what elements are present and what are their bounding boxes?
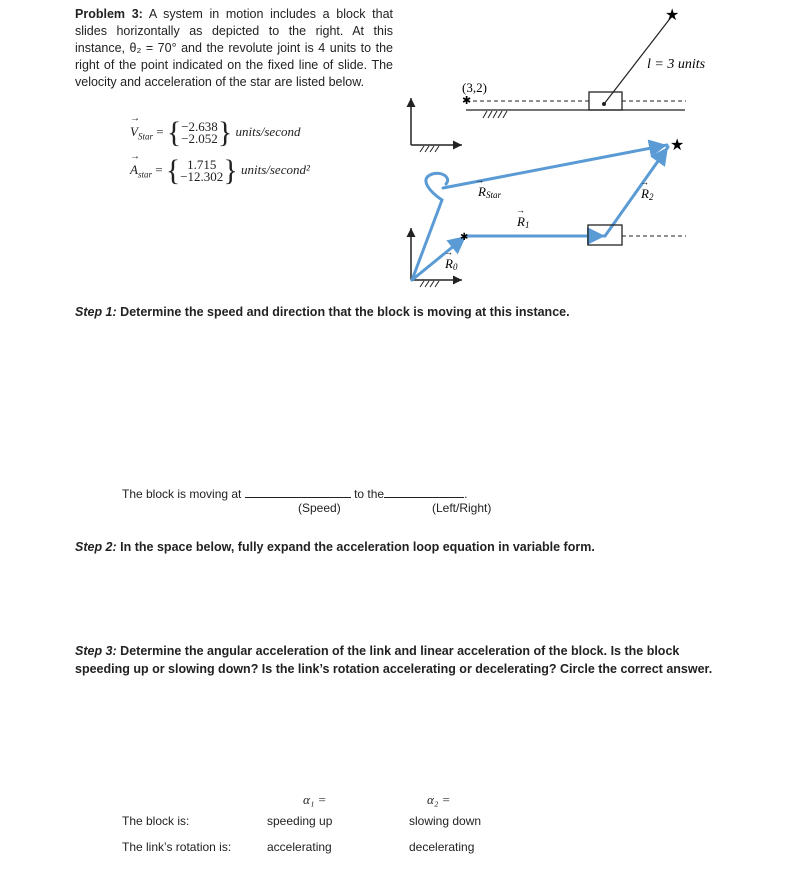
step1-label: Step 1: bbox=[75, 305, 117, 319]
acceleration-left-brace: { bbox=[165, 154, 181, 187]
lower-axes bbox=[411, 228, 462, 287]
alpha2-label: α₂ = bbox=[427, 792, 451, 807]
r2-arrow-icon: → bbox=[640, 177, 649, 187]
period-text: . bbox=[464, 487, 468, 501]
rotation-is-label: The link’s rotation is: bbox=[122, 840, 232, 854]
upper-slide-line bbox=[466, 101, 686, 118]
velocity-y: −2.052 bbox=[181, 131, 218, 146]
direction-caption: (Left/Right) bbox=[432, 501, 492, 515]
acceleration-x: 1.715 bbox=[187, 157, 217, 172]
acceleration-symbol: → A bbox=[130, 162, 138, 178]
step2-heading bbox=[75, 540, 595, 554]
acceleration-subscript: star bbox=[137, 169, 152, 180]
velocity-subscript: Star bbox=[137, 131, 153, 142]
moving-at-text: The block is moving at bbox=[122, 487, 242, 501]
velocity-right-brace: } bbox=[217, 116, 233, 149]
upper-axes bbox=[411, 98, 462, 152]
step3-label: Step 3: bbox=[75, 644, 117, 658]
step2-text: In the space below, fully expand the acceleration loop equation in variable form. bbox=[120, 540, 595, 554]
point-label: (3,2) bbox=[462, 80, 487, 95]
r0-tip-icon: ✱ bbox=[460, 232, 469, 243]
problem-text: A system in motion includes a block that slides horizontally as depicted to the right. At this instance, θ₂ = 70° and the revolute joint is 4 units to the right of the point indicated on the fixed line of slide. The velocity and acceleration of the star are listed below. bbox=[75, 7, 393, 89]
velocity-left-brace: { bbox=[166, 116, 182, 149]
link-star-icon: ★ bbox=[670, 137, 685, 154]
speed-blank[interactable] bbox=[245, 485, 351, 498]
step1-answer-line bbox=[122, 485, 467, 501]
r-star-label: RStar bbox=[478, 184, 501, 200]
r1-label: R1 bbox=[517, 214, 530, 230]
direction-blank[interactable] bbox=[384, 485, 464, 498]
mechanism-diagram bbox=[390, 0, 787, 300]
r2-vector bbox=[605, 147, 668, 236]
acceleration-right-brace: } bbox=[223, 154, 238, 187]
acceleration-units: units/second² bbox=[240, 161, 310, 177]
step2-label: Step 2: bbox=[75, 540, 117, 554]
upper-block bbox=[589, 92, 622, 110]
length-label: l = 3 units bbox=[647, 57, 706, 72]
problem-label: Problem 3: bbox=[75, 7, 143, 21]
r0-arrow-icon: → bbox=[444, 247, 453, 257]
acceleration-equation: → $A_{star}$ = { 1.715 −12.302} units/second² bbox=[130, 158, 310, 184]
step3-text: Determine the angular acceleration of the link and linear acceleration of the block. Is the block speeding up or slowing down? Is the link’s rotation accelerating or decelerating? Circle the correct answer. bbox=[75, 644, 713, 676]
step1-heading bbox=[75, 305, 570, 319]
speeding-up-option[interactable]: speeding up bbox=[267, 814, 333, 828]
to-the-text: to the bbox=[354, 487, 385, 501]
acceleration-y: −12.302 bbox=[180, 169, 224, 184]
decelerating-option[interactable]: decelerating bbox=[409, 840, 475, 854]
alpha1-label: α₁ = bbox=[303, 792, 327, 807]
r1-arrow-icon: → bbox=[516, 205, 525, 215]
slowing-down-option[interactable]: slowing down bbox=[409, 814, 482, 828]
block-is-label: The block is: bbox=[122, 814, 190, 828]
velocity-x: −2.638 bbox=[181, 119, 218, 134]
r0-label: R0 bbox=[445, 256, 458, 272]
step1-text: Determine the speed and direction that the block is moving at this instance. bbox=[120, 305, 570, 319]
velocity-symbol: → V bbox=[130, 124, 138, 140]
problem-statement bbox=[75, 6, 393, 91]
speed-caption: (Speed) bbox=[298, 501, 341, 515]
r-star-arrow-icon: → bbox=[475, 175, 484, 185]
step3-heading bbox=[75, 642, 715, 678]
top-star-icon: ★ bbox=[665, 7, 680, 24]
r2-label: R2 bbox=[641, 186, 654, 202]
velocity-equation: → $V_{Star} = \{-2.638$ −2.052} units/second bbox=[130, 120, 300, 146]
accelerating-option[interactable]: accelerating bbox=[267, 840, 332, 854]
velocity-units: units/second bbox=[235, 123, 301, 139]
point-star-icon: ✱ bbox=[462, 95, 472, 107]
